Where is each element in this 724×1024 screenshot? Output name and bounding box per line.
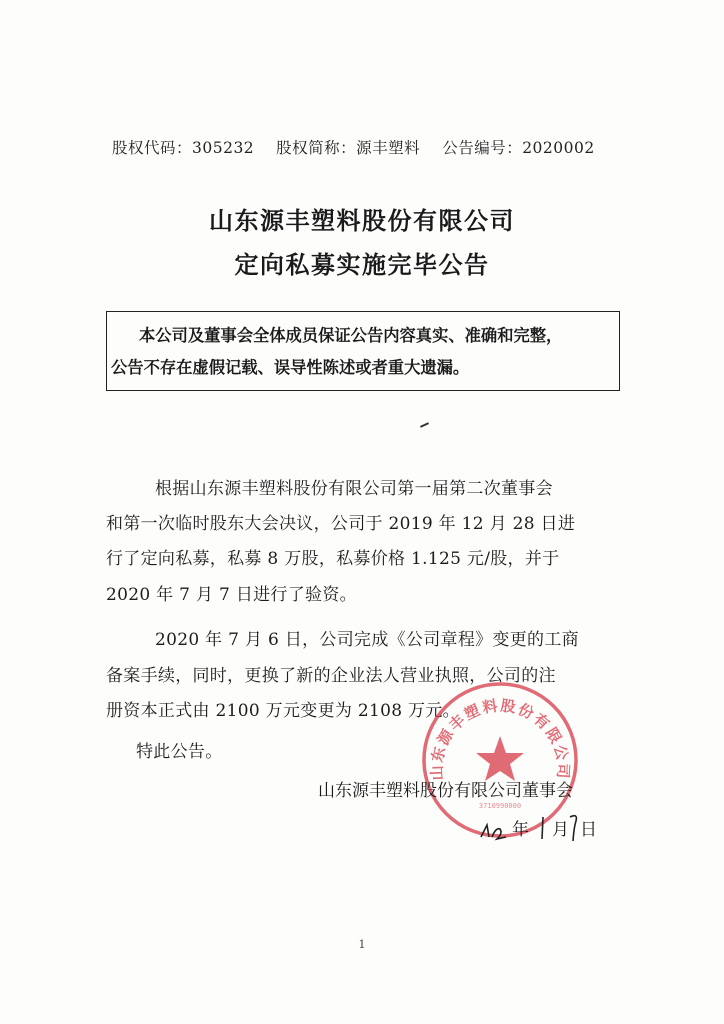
document-title-subject: 定向私募实施完毕公告 — [234, 251, 490, 279]
closing-remark: 特此公告。 — [136, 742, 223, 762]
paragraph-2-line-1: 2020 年 7 月 6 日，公司完成《公司章程》变更的工商 — [155, 630, 579, 650]
paragraph-1-line-3: 行了定向私募，私募 8 万股，私募价格 1.125 元/股，并于 — [106, 549, 560, 569]
paragraph-1-line-4: 2020 年 7 月 7 日进行了验资。 — [106, 585, 357, 605]
disclaimer-box — [106, 311, 620, 391]
disclaimer-line-1: 本公司及董事会全体成员保证公告内容真实、准确和完整， — [139, 326, 563, 345]
disclaimer-line-2: 公告不存在虚假记载、误导性陈述或者重大遗漏。 — [111, 358, 470, 377]
page-number: 1 — [358, 938, 366, 951]
document-title-company: 山东源丰塑料股份有限公司 — [209, 207, 515, 235]
stock-code: 股权代码：305232 — [112, 139, 255, 157]
svg-text:3710990000: 3710990000 — [478, 802, 522, 810]
paragraph-2-line-2: 备案手续，同时，更换了新的企业法人营业执照，公司的注 — [106, 666, 556, 686]
announcement-number: 公告编号：2020002 — [442, 139, 595, 157]
paragraph-1-line-2: 和第一次临时股东大会决议，公司于 2019 年 12 月 28 日进 — [106, 514, 576, 534]
handwritten-year-mark — [478, 815, 512, 843]
date-month-char: 月 — [552, 820, 569, 840]
header-info — [112, 136, 616, 158]
paragraph-1-line-1: 根据山东源丰塑料股份有限公司第一届第二次董事会 — [155, 479, 553, 499]
date-line — [484, 815, 604, 855]
seal-text: 山东源丰塑料股份有限公司 — [427, 696, 573, 781]
date-day-char: 日 — [580, 820, 597, 840]
stray-pen-mark — [420, 422, 429, 428]
date-year-char: 年 — [512, 820, 529, 840]
stock-abbreviation: 股权简称：源丰塑料 — [276, 139, 421, 157]
issuer-signature: 山东源丰塑料股份有限公司董事会 — [318, 781, 573, 801]
paragraph-2-line-3: 册资本正式由 2100 万元变更为 2108 万元。 — [106, 701, 460, 721]
handwritten-month-mark — [533, 813, 551, 843]
